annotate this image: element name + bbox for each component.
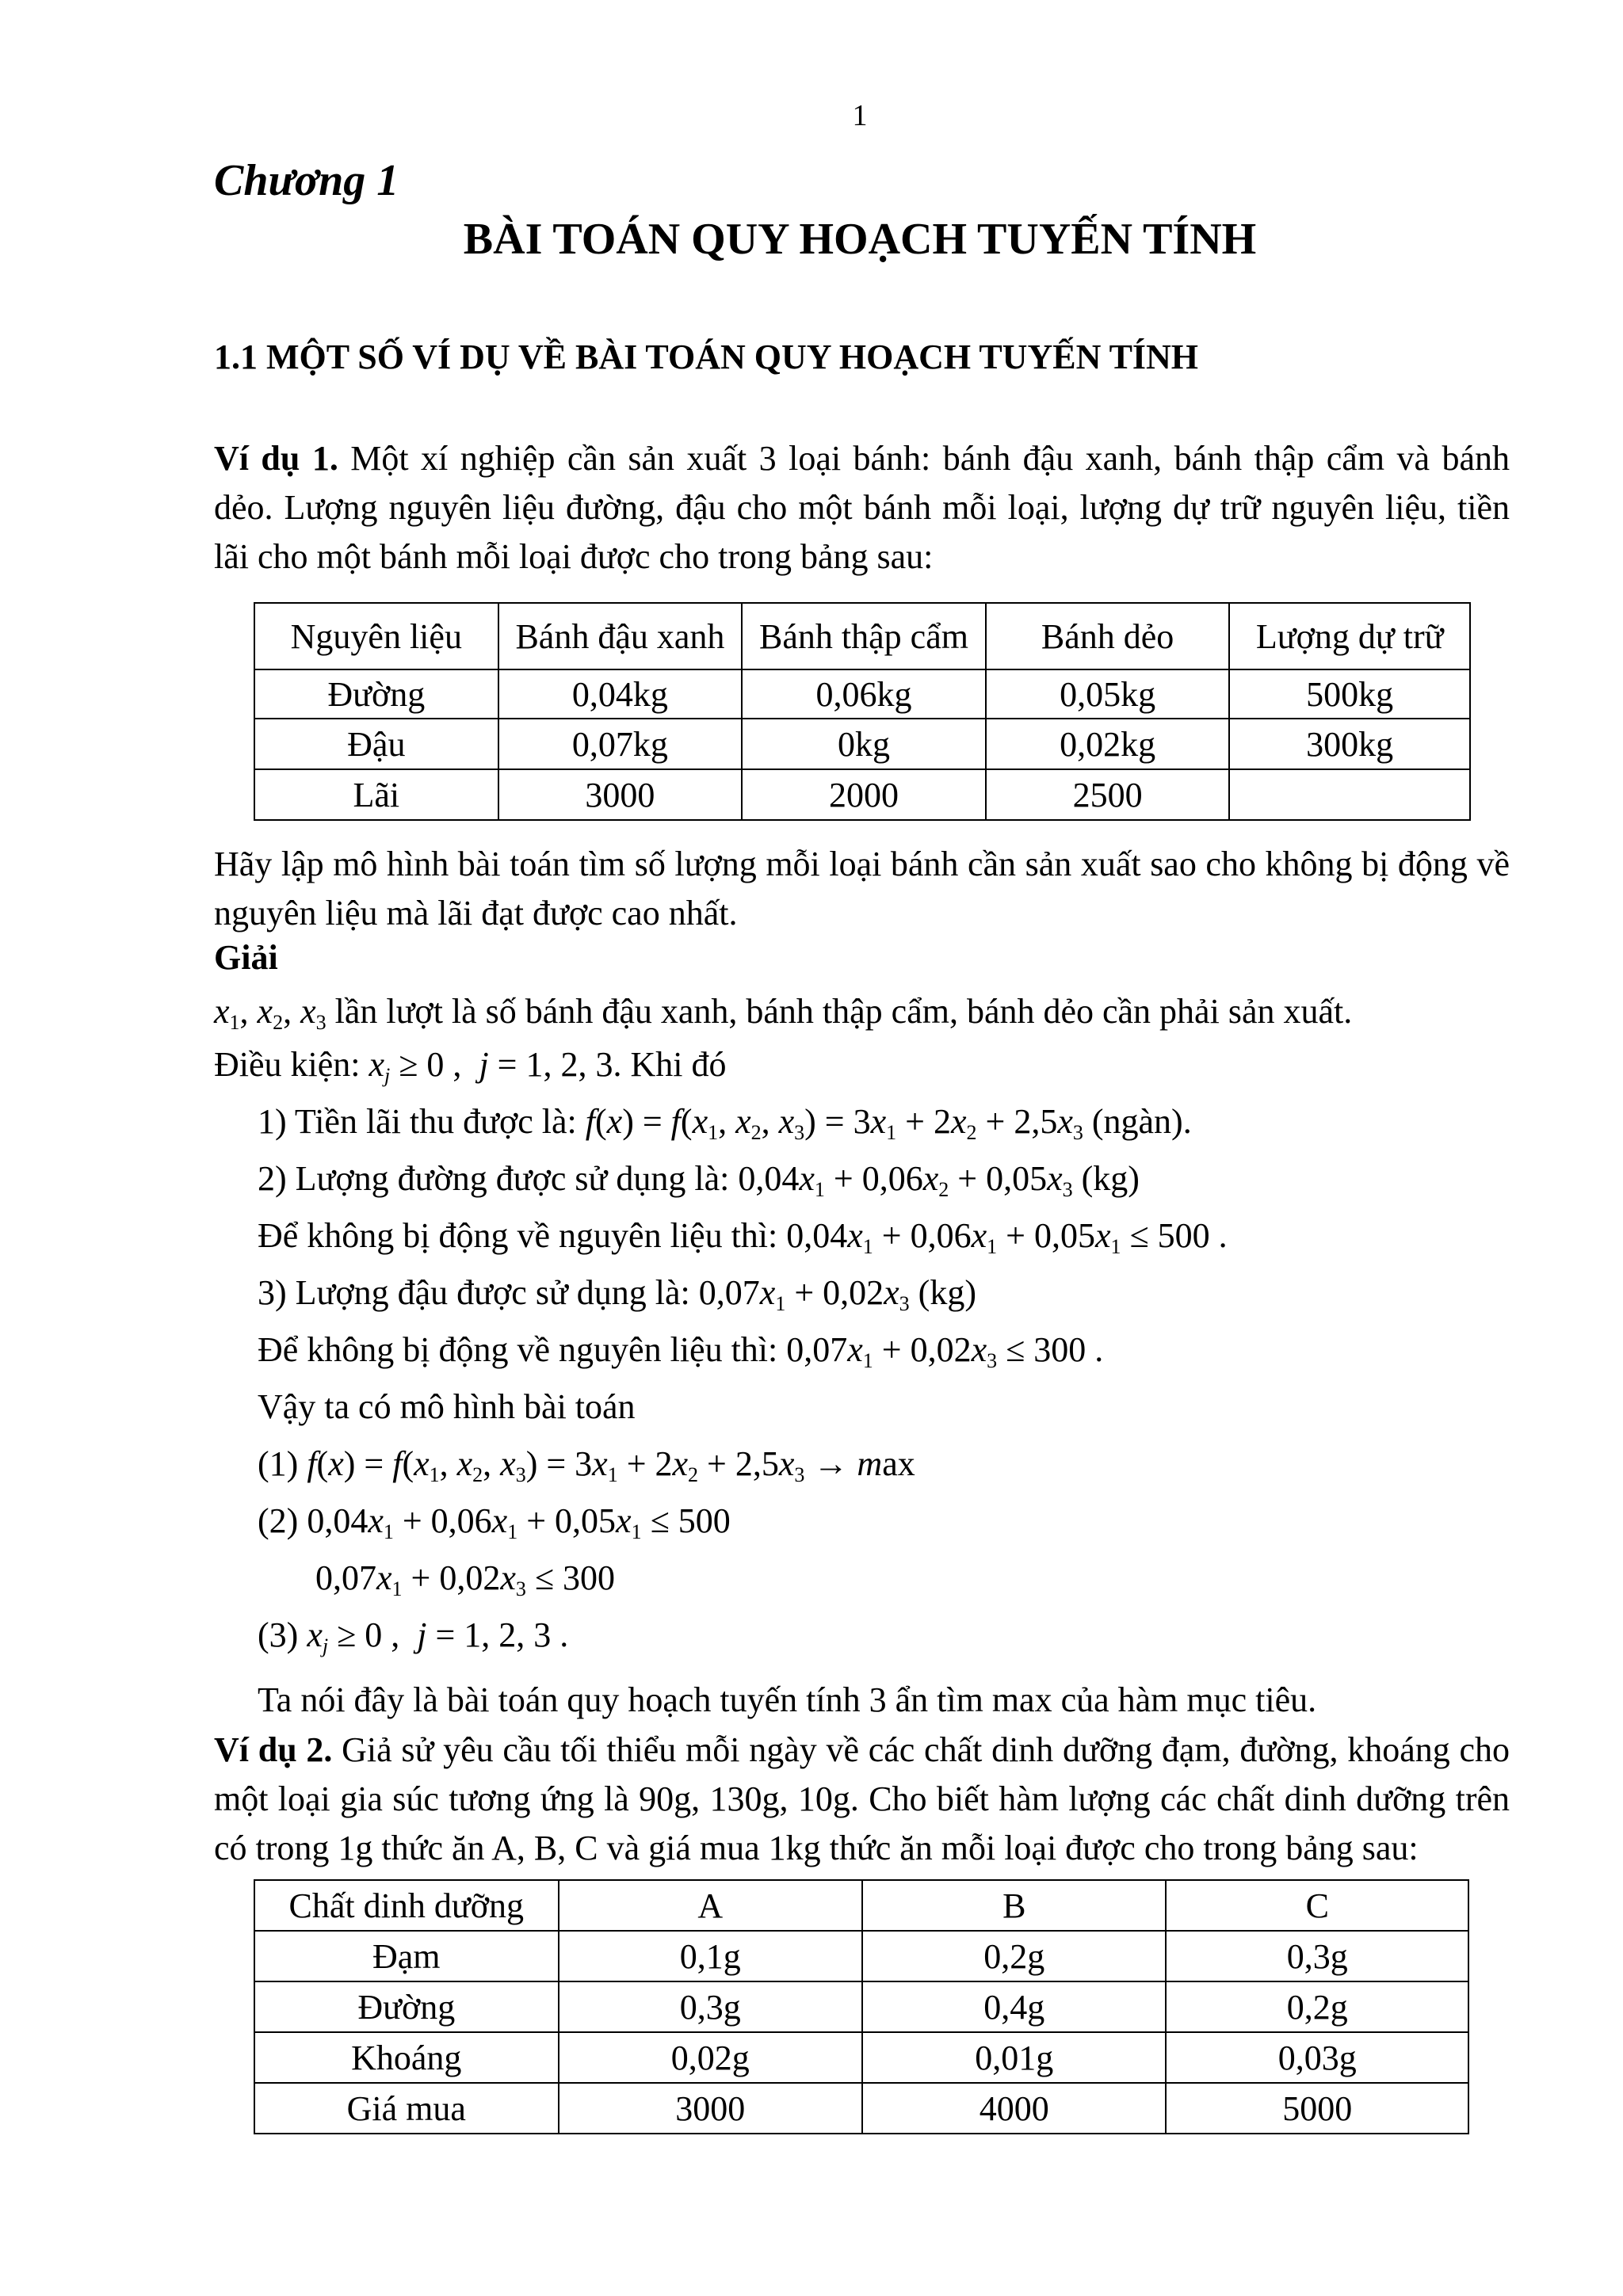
condition-math: $x_j \ge 0$ , j = 1, 2, 3 [369, 1045, 613, 1087]
solution-condition [214, 1044, 727, 1088]
table-header-cell: B [862, 1880, 1166, 1931]
table-cell: 0,3g [1166, 1931, 1468, 1981]
table-row [254, 669, 1470, 719]
step3-unit: (kg) [909, 1273, 976, 1312]
table-cell: 0,04kg [498, 669, 743, 719]
table-cell [1229, 769, 1470, 820]
table-header-cell: A [559, 1880, 862, 1931]
table-cell: 300kg [1229, 719, 1470, 769]
step1-line [258, 1101, 1192, 1145]
table-cell: 0,07kg [498, 719, 743, 769]
example1-intro-text: Một xí nghiệp cần sản xuất 3 loại bánh: bánh đậu xanh, bánh thập cẩm và bánh dẻo. Lượng nguyên liệu đường, đậu cho một bánh mỗi loại, lượng dự trữ nguyên liệu, tiền lãi cho một bánh mỗi loại được cho trong bảng sau: [214, 439, 1510, 576]
model-3-math: $x_j \ge 0$ , j = 1, 2, 3 . [307, 1615, 569, 1657]
model-line-2 [258, 1501, 731, 1544]
step3-condition-text: Để không bị động về nguyên liệu thì: [258, 1330, 787, 1369]
step1-unit: (ngàn). [1083, 1102, 1192, 1141]
table-cell: 0,03g [1166, 2032, 1468, 2083]
section-heading: 1.1 MỘT SỐ VÍ DỤ VỀ BÀI TOÁN QUY HOẠCH TUYẾN TÍNH [214, 338, 1199, 376]
nutrition-table [254, 1879, 1469, 2134]
table-cell: Giá mua [254, 2083, 559, 2134]
table-row [254, 1981, 1468, 2032]
table-cell: 0,1g [559, 1931, 862, 1981]
table-cell: 0kg [742, 719, 986, 769]
table-cell: 0,02kg [986, 719, 1230, 769]
table-cell: Đậu [254, 719, 498, 769]
table-cell: 500kg [1229, 669, 1470, 719]
table-cell: Đường [254, 669, 498, 719]
table-cell: 4000 [862, 2083, 1166, 2134]
table-cell: 5000 [1166, 2083, 1468, 2134]
table-row [254, 719, 1470, 769]
table-header-cell: Bánh đậu xanh [498, 603, 743, 669]
variables-text: lần lượt là số bánh đậu xanh, bánh thập cẩm, bánh dẻo cần phải sản xuất. [326, 992, 1353, 1031]
page-number: 1 [852, 99, 868, 132]
table-cell: 0,01g [862, 2032, 1166, 2083]
table-header-cell: Chất dinh dưỡng [254, 1880, 559, 1931]
step3-condition-line [258, 1329, 1103, 1373]
example1-intro [214, 434, 1510, 582]
model-2-number: (2) [258, 1501, 307, 1540]
variables-math: $x_1$, $x_2$, $x_3$ [214, 992, 327, 1034]
model-2b-math: $0,07x_1 + 0,02x_3 \le 300$ [315, 1558, 616, 1600]
table-cell: Đạm [254, 1931, 559, 1981]
table-row [254, 769, 1470, 820]
example2-intro-text: Giả sử yêu cầu tối thiểu mỗi ngày về các chất dinh dưỡng đạm, đường, khoáng cho một loại gia súc tương ứng là 90g, 130g, 10g. Cho biết hàm lượng các chất dinh dưỡng trên có trong 1g thức ăn A, B, C và giá mua 1kg thức ăn mỗi loại được cho trong bảng sau: [214, 1730, 1510, 1867]
khi-do-text: . Khi đó [613, 1045, 727, 1084]
solution-label: Giải [214, 938, 278, 977]
table-cell: 0,02g [559, 2032, 862, 2083]
table-cell: Đường [254, 1981, 559, 2032]
table-cell: 0,3g [559, 1981, 862, 2032]
table-cell: 3000 [559, 2083, 862, 2134]
table-cell: 0,06kg [742, 669, 986, 719]
table-header-cell: Bánh thập cẩm [742, 603, 986, 669]
example2-label: Ví dụ 2. [214, 1730, 333, 1769]
example1-conclusion: Ta nói đây là bài toán quy hoạch tuyến tính 3 ẩn tìm max của hàm mục tiêu. [258, 1680, 1317, 1719]
model-line-1 [258, 1444, 915, 1487]
table-row [254, 2032, 1468, 2083]
table-header-cell: Nguyên liệu [254, 603, 498, 669]
step2-condition-text: Để không bị động về nguyên liệu thì: [258, 1216, 787, 1255]
example1-label: Ví dụ 1. [214, 439, 338, 478]
model-1-math: $f(x) = f(x_1$, $x_2$, $x_3) = 3x_1 + 2x_2 + 2,5x_3 \to \max$ [307, 1444, 915, 1486]
table-header-cell: Bánh dẻo [986, 603, 1230, 669]
step2-unit: (kg) [1072, 1159, 1140, 1198]
step3-text: 3) Lượng đậu được sử dụng là: [258, 1273, 699, 1312]
table-cell: 0,05kg [986, 669, 1230, 719]
table-header-cell: Lượng dự trữ [1229, 603, 1470, 669]
table-cell: 3000 [498, 769, 743, 820]
solution-variables [214, 987, 1510, 1047]
model-2-math: $0,04x_1 + 0,06x_1 + 0,05x_1 \le 500$ [307, 1501, 731, 1543]
step3-line [258, 1272, 976, 1316]
step3-math: $0,07x_1 + 0,02x_3$ [698, 1273, 910, 1315]
model-line-3 [258, 1615, 568, 1658]
step2-condition-math: $0,04x_1 + 0,06x_1 + 0,05x_1 \le 500$ . [786, 1216, 1228, 1258]
step2-condition-line [258, 1215, 1228, 1259]
example2-intro [214, 1726, 1510, 1873]
model-label: Vậy ta có mô hình bài toán [258, 1387, 636, 1426]
step1-text: 1) Tiền lãi thu được là: [258, 1102, 586, 1141]
chapter-heading: Chương 1 [214, 156, 399, 205]
table-cell: 2000 [742, 769, 986, 820]
condition-label: Điều kiện: [214, 1045, 369, 1084]
step2-text: 2) Lượng đường được sử dụng là: [258, 1159, 739, 1198]
model-3-number: (3) [258, 1615, 307, 1654]
step2-line [258, 1158, 1140, 1202]
table-header-row [254, 603, 1470, 669]
table-row [254, 1931, 1468, 1981]
table-cell: Khoáng [254, 2032, 559, 2083]
example1-question: Hãy lập mô hình bài toán tìm số lượng mỗi loại bánh cần sản xuất sao cho không bị động về nguyên liệu mà lãi đạt được cao nhất. [214, 845, 1510, 933]
step1-math: $f(x) = f(x_1$, $x_2$, $x_3) = 3x_1 + 2x_2 + 2,5x_3$ [585, 1102, 1083, 1144]
table-cell: Lãi [254, 769, 498, 820]
chapter-title: BÀI TOÁN QUY HOẠCH TUYẾN TÍNH [463, 215, 1257, 264]
table-cell: 0,4g [862, 1981, 1166, 2032]
table-header-cell: C [1166, 1880, 1468, 1931]
step2-math: $0,04x_1 + 0,06x_2 + 0,05x_3$ [738, 1159, 1073, 1201]
step3-condition-math: $0,07x_1 + 0,02x_3 \le 300$ . [786, 1330, 1104, 1372]
ingredients-table [254, 602, 1471, 821]
table-cell: 0,2g [1166, 1981, 1468, 2032]
model-line-2b [315, 1558, 615, 1601]
table-cell: 0,2g [862, 1931, 1166, 1981]
table-header-row [254, 1880, 1468, 1931]
table-cell: 2500 [986, 769, 1230, 820]
model-1-number: (1) [258, 1444, 307, 1483]
table-row [254, 2083, 1468, 2134]
